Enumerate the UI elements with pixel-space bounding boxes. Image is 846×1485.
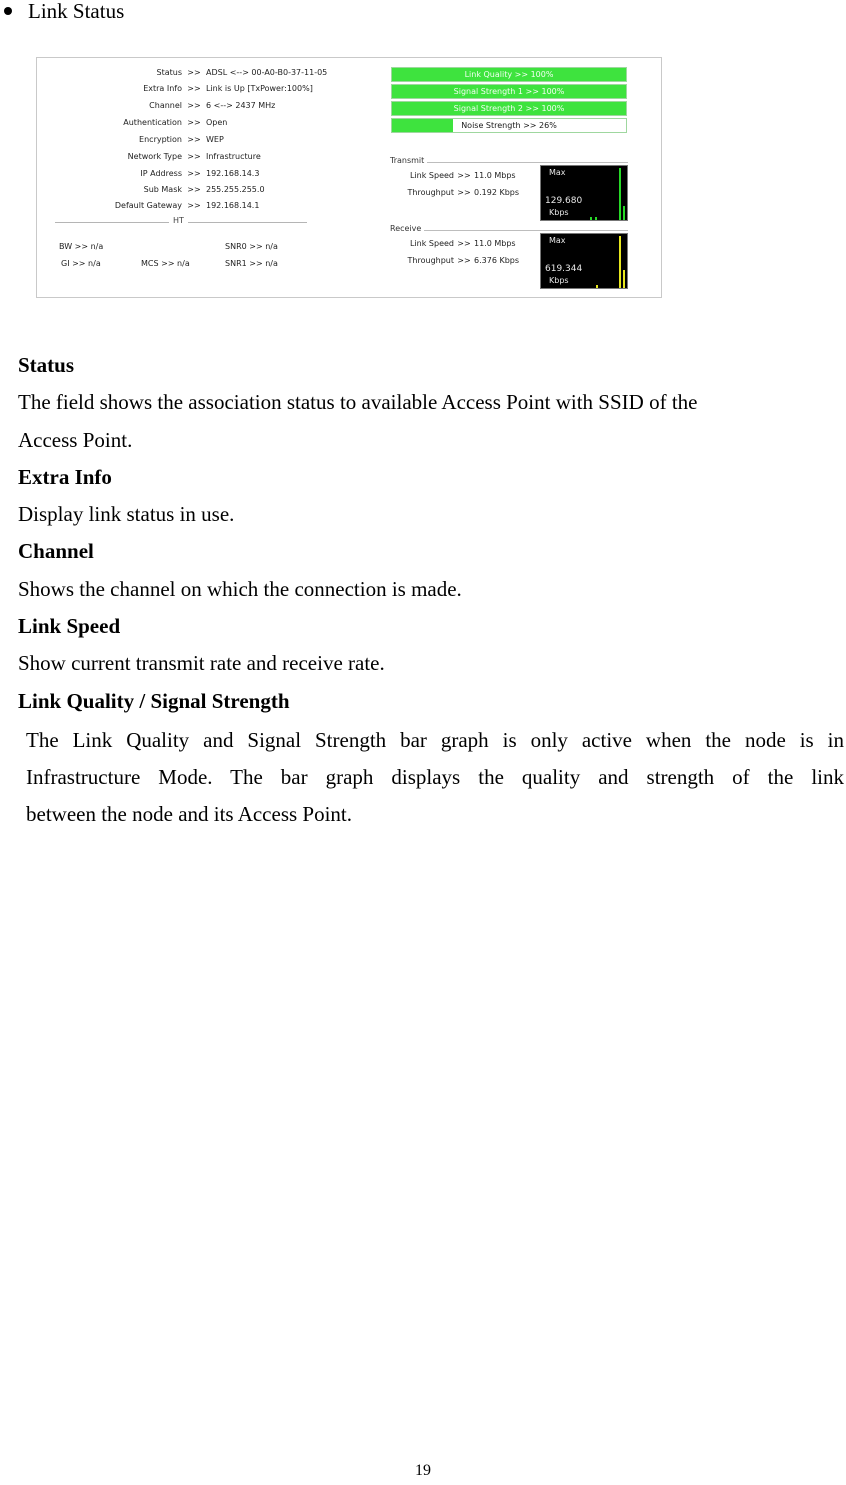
heading-link-quality: Link Quality / Signal Strength bbox=[18, 688, 290, 713]
ht-gi: GI >> n/a bbox=[61, 259, 101, 268]
heading-link-speed: Link Speed bbox=[18, 614, 121, 639]
channel-body: Shows the channel on which the connection is made. bbox=[18, 576, 462, 601]
transmit-graph-value: 129.680 bbox=[545, 196, 583, 206]
info-row-sub-mask: Sub Mask >> 255.255.255.0 bbox=[143, 185, 265, 194]
transmit-graph bbox=[540, 165, 628, 221]
transmit-graph-spike bbox=[619, 168, 621, 220]
ht-bw: BW >> n/a bbox=[59, 242, 104, 251]
transmit-graph-max: Max bbox=[549, 168, 566, 177]
receive-graph-spike-small bbox=[623, 270, 625, 288]
ht-mcs: MCS >> n/a bbox=[141, 259, 190, 268]
transmit-throughput: Throughput >> 0.192 Kbps bbox=[407, 188, 520, 197]
receive-graph-spike bbox=[619, 236, 621, 288]
link-status-screenshot bbox=[36, 57, 662, 298]
ht-snr0: SNR0 >> n/a bbox=[225, 242, 278, 251]
final-paragraph-line-1: The Link Quality and Signal Strength bar graph is only active when the node is in bbox=[26, 728, 844, 752]
info-row-encryption: Encryption >> WEP bbox=[139, 135, 224, 144]
signal-strength-2-bar bbox=[391, 101, 627, 116]
info-row-status: Status >> ADSL <--> 00-A0-B0-37-11-05 bbox=[156, 68, 328, 77]
noise-strength-bar bbox=[391, 118, 627, 133]
receive-throughput: Throughput >> 6.376 Kbps bbox=[407, 256, 520, 265]
signal-strength-1-bar bbox=[391, 84, 627, 99]
heading-extra-info: Extra Info bbox=[18, 464, 112, 489]
link-quality-bar bbox=[391, 67, 627, 82]
bullet-heading-text: Link Status bbox=[28, 0, 125, 23]
transmit-graph-spike-small bbox=[623, 206, 625, 220]
receive-link-speed: Link Speed >> 11.0 Mbps bbox=[409, 239, 516, 248]
signal-strength-2-text: Signal Strength 2 >> 100% bbox=[453, 104, 565, 113]
transmit-link-speed: Link Speed >> 11.0 Mbps bbox=[409, 171, 516, 180]
receive-divider bbox=[390, 230, 628, 231]
status-body-line-2: Access Point. bbox=[18, 427, 133, 452]
info-row-authentication: Authentication >> Open bbox=[123, 118, 228, 127]
final-paragraph-line-3: between the node and its Access Point. bbox=[26, 802, 353, 826]
receive-graph-blip bbox=[596, 285, 598, 288]
ht-snr1: SNR1 >> n/a bbox=[225, 259, 278, 268]
transmit-title: Transmit bbox=[390, 156, 427, 165]
extra-info-body: Display link status in use. bbox=[18, 502, 235, 527]
link-quality-text: Link Quality >> 100% bbox=[464, 70, 554, 79]
bullet-icon bbox=[4, 7, 12, 15]
info-row-ip-address: IP Address >> 192.168.14.3 bbox=[140, 169, 260, 178]
section-status bbox=[18, 347, 697, 720]
heading-channel: Channel bbox=[18, 539, 94, 564]
transmit-graph-blip-2 bbox=[595, 217, 597, 220]
bullet-heading bbox=[4, 0, 124, 22]
ht-label: HT bbox=[169, 216, 188, 225]
final-paragraph-line-2: Infrastructure Mode. The bar graph displays the quality and strength of the link bbox=[26, 765, 844, 789]
info-row-channel: Channel >> 6 <--> 2437 MHz bbox=[149, 101, 276, 110]
receive-graph-max: Max bbox=[549, 236, 566, 245]
receive-title: Receive bbox=[390, 224, 424, 233]
link-speed-body: Show current transmit rate and receive rate. bbox=[18, 651, 385, 676]
receive-graph bbox=[540, 233, 628, 289]
signal-strength-1-text: Signal Strength 1 >> 100% bbox=[453, 87, 565, 96]
info-row-default-gateway: Default Gateway >> 192.168.14.1 bbox=[114, 201, 260, 210]
info-row-network-type: Network Type >> Infrastructure bbox=[127, 152, 261, 161]
noise-strength-text: Noise Strength >> 26% bbox=[461, 121, 557, 130]
transmit-graph-unit: Kbps bbox=[549, 208, 569, 217]
heading-status: Status bbox=[18, 353, 75, 377]
transmit-graph-blip bbox=[590, 217, 592, 220]
status-body-line-1: The field shows the association status to available Access Point with SSID of the bbox=[18, 390, 698, 415]
receive-graph-unit: Kbps bbox=[549, 276, 569, 285]
info-row-extra-info: Extra Info >> Link is Up [TxPower:100%] bbox=[143, 84, 313, 93]
page-number: 19 bbox=[415, 1462, 431, 1479]
receive-graph-value: 619.344 bbox=[545, 264, 583, 274]
